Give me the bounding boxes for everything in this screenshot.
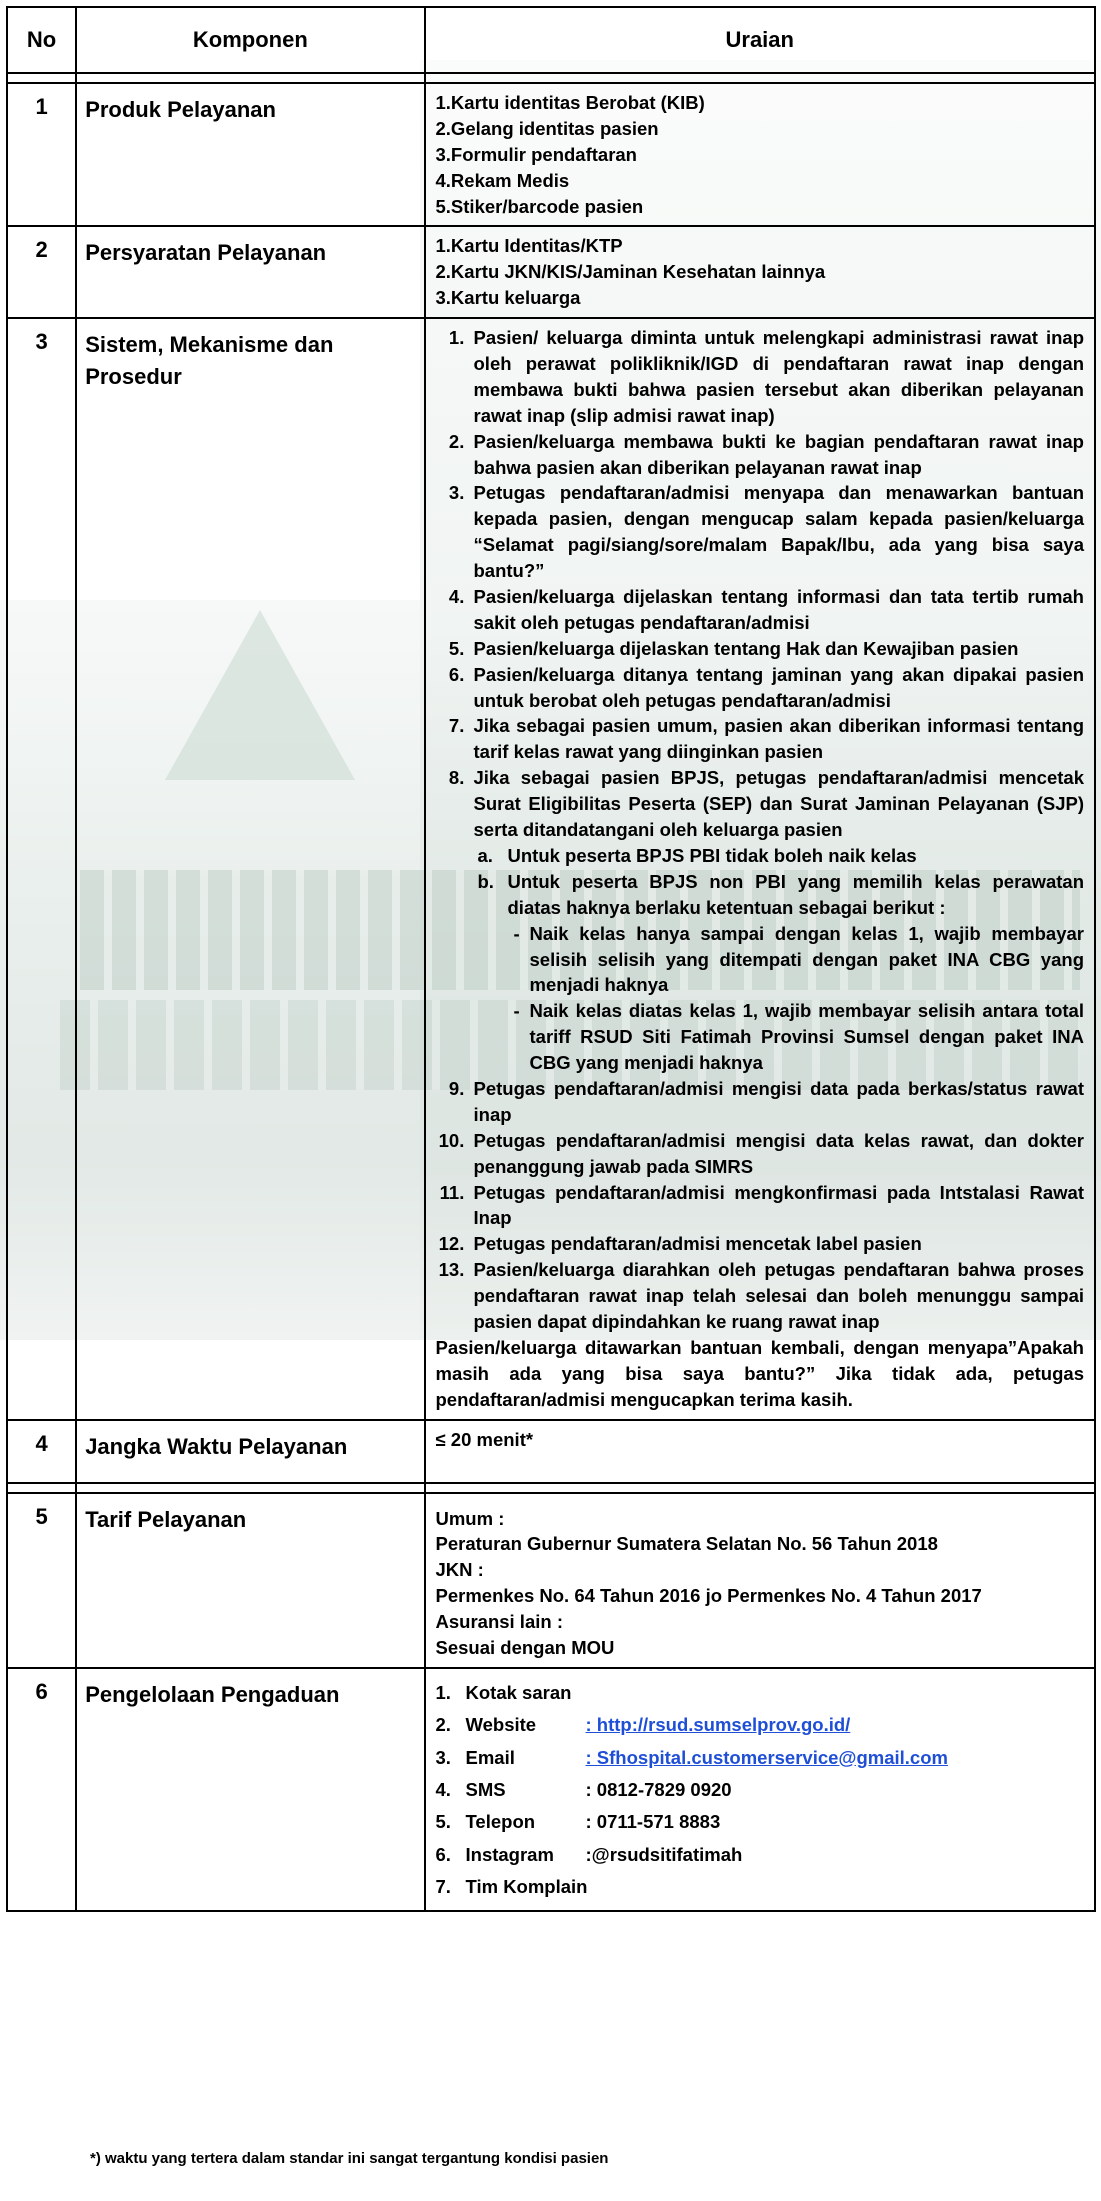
procedure-step: 11. Petugas pendaftaran/admisi mengkonfirmasi pada Intstalasi Rawat Inap: [470, 1180, 1085, 1232]
contact-item: [436, 1774, 1085, 1806]
row-description: [425, 1493, 1096, 1668]
contact-label: Tim Komplain: [465, 1876, 588, 1898]
footnote: *) waktu yang tertera dalam standar ini sangat tergantung kondisi pasien: [90, 2150, 609, 2167]
procedure-step-text: Jika sebagai pasien BPJS, petugas pendaftaran/admisi mencetak Surat Eligibilitas Peserta (SEP) dan Surat Jaminan Pelayanan (SJP) serta ditandatangani oleh keluarga pasien: [473, 767, 1084, 841]
list-item: 1.Kartu Identitas/KTP: [435, 235, 623, 257]
dash-item-text: Naik kelas hanya sampai dengan kelas 1, wajib membayar selisih selisih yang ditempati dengan paket INA CBG yang menjadi haknya: [529, 922, 1084, 996]
dash-list: [508, 921, 1085, 1076]
procedure-step: 6. Pasien/keluarga ditanya tentang jaminan yang akan dipakai pasien untuk berobat oleh petugas pendaftaran/admisi: [470, 662, 1085, 714]
contact-label: Email: [465, 1746, 515, 1768]
list-item: 5.Stiker/barcode pasien: [435, 195, 644, 217]
row-description: [425, 226, 1096, 318]
procedure-step: [470, 765, 1085, 1076]
contact-label: Website: [465, 1714, 537, 1736]
table-header-row: [7, 7, 1095, 73]
row-number: 1: [7, 83, 76, 226]
sub-item-a: a. Untuk peserta BPJS PBI tidak boleh naik kelas: [477, 844, 917, 866]
list-item: 2.Gelang identitas pasien: [435, 117, 659, 139]
table-row: [7, 83, 1095, 226]
row-description: [425, 1420, 1096, 1483]
tariff-line: Umum :: [435, 1507, 505, 1529]
header-no: No: [7, 7, 76, 73]
row-number: 4: [7, 1420, 76, 1483]
contact-item: [436, 1742, 1085, 1774]
tariff-line: Peraturan Gubernur Sumatera Selatan No. 56 Tahun 2018: [435, 1533, 938, 1555]
dash-item: - Naik kelas hanya sampai dengan kelas 1, wajib membayar selisih selisih yang ditempati dengan paket INA CBG yang menjadi haknya: [513, 922, 1084, 996]
contact-number: 3.: [435, 1746, 451, 1768]
sub-item-text: Untuk peserta BPJS PBI tidak boleh naik kelas: [507, 844, 917, 866]
email-link[interactable]: : Sfhospital.customerservice@gmail.com: [585, 1746, 948, 1768]
contact-label: Telepon: [465, 1811, 536, 1833]
contact-item: [436, 1677, 1085, 1709]
procedure-step: 13. Pasien/keluarga diarahkan oleh petugas pendaftaran bahwa proses pendaftaran rawat inap telah selesai dan boleh menunggu sampai pasien dapat dipindahkan ke ruang rawat inap: [470, 1257, 1085, 1335]
service-time: ≤ 20 menit*: [435, 1428, 534, 1450]
row-description: [425, 83, 1096, 226]
row-number: 2: [7, 226, 76, 318]
contact-number: 1.: [435, 1681, 451, 1703]
row-component: Sistem, Mekanisme dan Prosedur: [76, 318, 424, 1419]
sub-item-text: Untuk peserta BPJS non PBI yang memilih kelas perawatan diatas haknya berlaku ketentuan sebagai berikut :: [507, 870, 1084, 918]
contact-number: 4.: [435, 1779, 451, 1800]
list-item: 4.Rekam Medis: [435, 169, 570, 191]
table-gap: [7, 1483, 1095, 1493]
procedure-step: 1. Pasien/ keluarga diminta untuk melengkapi administrasi rawat inap oleh perawat polikliknik/IGD di pendaftaran rawat inap dengan membawa bukti bahwa pasien tersebut akan diberikan pelayanan rawat inap (slip admisi rawat inap): [470, 325, 1085, 429]
list-item: 1.Kartu identitas Berobat (KIB): [435, 92, 705, 113]
procedure-list: [436, 325, 1085, 1335]
row-component: Tarif Pelayanan: [76, 1493, 424, 1668]
sub-list: [474, 843, 1085, 1076]
procedure-step: 3. Petugas pendaftaran/admisi menyapa dan menawarkan bantuan kepada pasien, dengan mengucap salam kepada pasien/keluarga “Selamat pagi/siang/sore/malam Bapak/Ibu, ada yang bisa saya bantu?”: [470, 480, 1085, 584]
service-standard-table: [6, 6, 1096, 1912]
row-component: Persyaratan Pelayanan: [76, 226, 424, 318]
row-component: Jangka Waktu Pelayanan: [76, 1420, 424, 1483]
contact-number: 6.: [435, 1843, 451, 1865]
dash-item-text: Naik kelas diatas kelas 1, wajib membayar selisih antara total tariff RSUD Siti Fatimah Provinsi Sumsel dengan paket INA CBG yang menjadi haknya: [529, 1000, 1084, 1074]
tariff-line: Asuransi lain :: [435, 1611, 563, 1633]
procedure-step: 10. Petugas pendaftaran/admisi mengisi data kelas rawat, dan dokter penanggung jawab pada SIMRS: [470, 1128, 1085, 1180]
row-component: Pengelolaan Pengaduan: [76, 1668, 424, 1911]
contact-number: 5.: [435, 1811, 451, 1833]
row-component: Produk Pelayanan: [76, 83, 424, 226]
closing-text: Pasien/keluarga ditawarkan bantuan kembali, dengan menyapa”Apakah masih ada yang bisa saya bantu?” Jika tidak ada, petugas pendaftaran/admisi mengucapkan terima kasih.: [435, 1336, 1084, 1410]
list-item: 3.Kartu keluarga: [435, 287, 581, 309]
contact-label: SMS: [465, 1779, 506, 1800]
contact-item: [436, 1709, 1085, 1741]
contact-label: Instagram: [465, 1843, 554, 1865]
tariff-line: JKN :: [435, 1559, 484, 1581]
website-link[interactable]: : http://rsud.sumselprov.go.id/: [585, 1714, 851, 1736]
row-number: 6: [7, 1668, 76, 1911]
contact-item: [436, 1839, 1085, 1871]
dash-item: - Naik kelas diatas kelas 1, wajib membayar selisih antara total tariff RSUD Siti Fatimah Provinsi Sumsel dengan paket INA CBG yang menjadi haknya: [513, 1000, 1084, 1074]
procedure-step: 9. Petugas pendaftaran/admisi mengisi data pada berkas/status rawat inap: [470, 1076, 1085, 1128]
tariff-line: Permenkes No. 64 Tahun 2016 jo Permenkes No. 4 Tahun 2017: [435, 1585, 982, 1607]
table-row: [7, 1493, 1095, 1668]
table-row: [7, 318, 1095, 1419]
contact-value: : 0711-571 8883: [585, 1811, 721, 1833]
sub-item-b: b. Untuk peserta BPJS non PBI yang memilih kelas perawatan diatas haknya berlaku ketentuan sebagai berikut : - Naik kelas hanya sampai dengan kelas 1, wajib membayar selisih selisih yang ditempati dengan paket INA CBG yang menjadi haknya - Naik kelas diatas kelas 1, wajib membayar selisih antara total tariff RSUD Siti Fatimah Provinsi Sumsel dengan paket INA CBG yang menjadi haknya: [508, 869, 1085, 1076]
contact-value: : 0812-7829 0920: [585, 1779, 732, 1800]
row-description: [425, 318, 1096, 1419]
row-description: [425, 1668, 1096, 1911]
table-gap: [7, 73, 1095, 83]
table-row: [7, 226, 1095, 318]
contact-value: :@rsudsitifatimah: [585, 1843, 743, 1865]
procedure-step: 4. Pasien/keluarga dijelaskan tentang informasi dan tata tertib rumah sakit oleh petugas pendaftaran/admisi: [470, 584, 1085, 636]
contact-item: [436, 1806, 1085, 1838]
procedure-step: 2. Pasien/keluarga membawa bukti ke bagian pendaftaran rawat inap bahwa pasien akan diberikan pelayanan rawat inap: [470, 429, 1085, 481]
row-number: 3: [7, 318, 76, 1419]
header-uraian: Uraian: [425, 7, 1096, 73]
contact-number: 2.: [435, 1714, 451, 1736]
row-number: 5: [7, 1493, 76, 1668]
procedure-step: 12. Petugas pendaftaran/admisi mencetak label pasien: [470, 1231, 1085, 1257]
table-row: [7, 1668, 1095, 1911]
procedure-step: 7. Jika sebagai pasien umum, pasien akan diberikan informasi tentang tarif kelas rawat yang diinginkan pasien: [470, 713, 1085, 765]
tariff-line: Sesuai dengan MOU: [435, 1636, 615, 1658]
contact-number: 7.: [435, 1876, 451, 1898]
header-komponen: Komponen: [76, 7, 424, 73]
contact-item: [436, 1871, 1085, 1903]
contact-label: Kotak saran: [465, 1681, 572, 1703]
table-row: [7, 1420, 1095, 1483]
procedure-step: 5. Pasien/keluarga dijelaskan tentang Hak dan Kewajiban pasien: [470, 636, 1085, 662]
list-item: 3.Formulir pendaftaran: [435, 143, 637, 165]
list-item: 2.Kartu JKN/KIS/Jaminan Kesehatan lainnya: [435, 261, 826, 283]
